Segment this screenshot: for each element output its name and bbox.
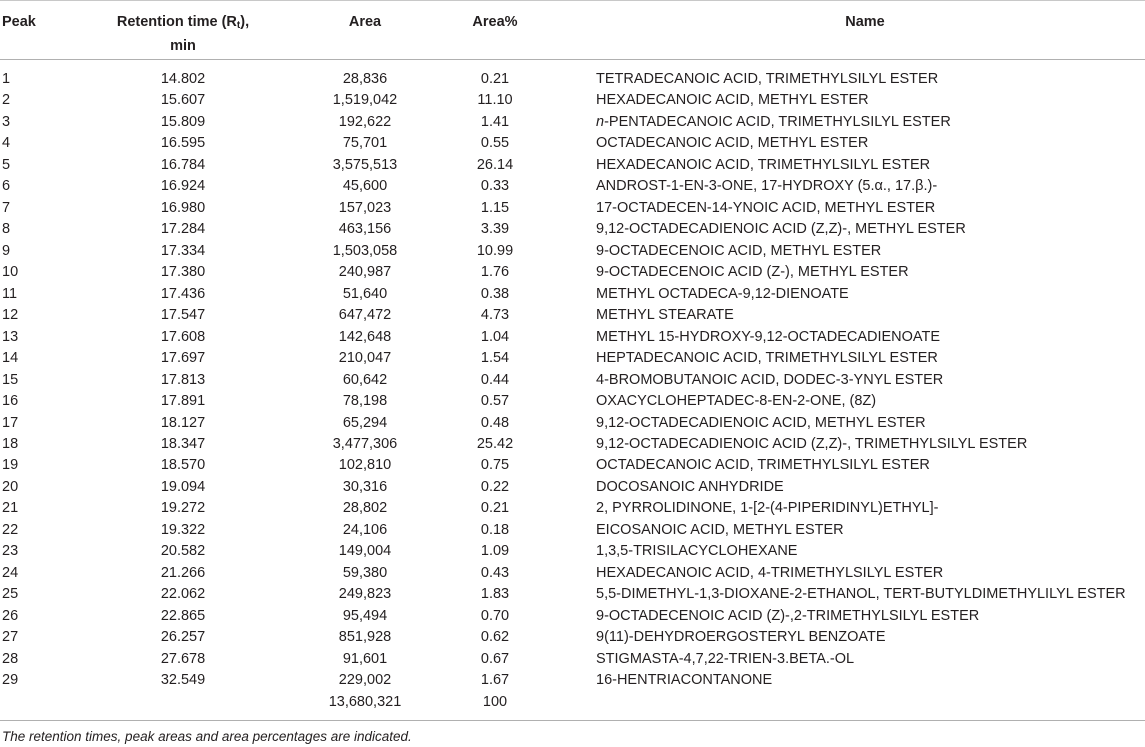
cell-peak: 5 xyxy=(2,156,11,173)
cell-name-text: -PENTADECANOIC ACID, TRIMETHYLSILYL ESTER xyxy=(604,113,951,130)
cell-area: 28,836 xyxy=(342,71,388,87)
cell-retention-time: 14.802 xyxy=(160,71,206,87)
cell-name: 9-OCTADECENOIC ACID (Z-), METHYL ESTER xyxy=(596,264,909,281)
cell-area-percent: 0.22 xyxy=(480,478,510,495)
cell-peak: 12 xyxy=(2,307,19,324)
table-top-rule xyxy=(0,0,1145,1)
cell-area: 24,106 xyxy=(342,521,388,538)
cell-area-percent: 0.67 xyxy=(480,650,510,667)
cell-retention-time: 17.547 xyxy=(160,307,206,324)
table-row xyxy=(0,327,1145,348)
header-rt-main: Retention time (R xyxy=(116,14,237,30)
cell-retention-time: 17.608 xyxy=(160,328,206,345)
table-row xyxy=(0,498,1145,519)
cell-name: METHYL STEARATE xyxy=(596,307,734,324)
cell-area: 142,648 xyxy=(338,328,392,345)
cell-area: 3,477,306 xyxy=(332,435,398,452)
header-area-percent: Area% xyxy=(472,14,518,30)
cell-retention-time: 17.284 xyxy=(160,221,206,238)
header-area: Area xyxy=(348,14,382,30)
cell-retention-time: 22.865 xyxy=(160,607,206,624)
cell-area: 210,047 xyxy=(338,350,392,367)
cell-area: 60,642 xyxy=(342,371,388,388)
cell-retention-time: 22.062 xyxy=(160,586,206,603)
cell-peak: 26 xyxy=(2,607,19,624)
cell-name: HEXADECANOIC ACID, TRIMETHYLSILYL ESTER xyxy=(596,156,931,173)
cell-name: STIGMASTA-4,7,22-TRIEN-3.BETA.-OL xyxy=(596,650,855,667)
cell-area-percent: 0.55 xyxy=(480,135,510,152)
header-rt-tail: ), xyxy=(240,14,250,30)
cell-area-percent: 4.73 xyxy=(480,307,510,324)
cell-area-percent: 0.75 xyxy=(480,457,510,474)
cell-area-percent: 1.15 xyxy=(480,199,510,216)
table-row xyxy=(0,391,1145,412)
cell-peak: 4 xyxy=(2,135,11,152)
cell-peak: 21 xyxy=(2,500,19,517)
cell-area: 78,198 xyxy=(342,393,388,410)
table-row xyxy=(0,69,1145,90)
cell-peak: 24 xyxy=(2,564,19,581)
cell-retention-time: 17.334 xyxy=(160,242,206,259)
cell-peak: 17 xyxy=(2,414,19,431)
cell-peak: 1 xyxy=(2,71,11,87)
cell-name: DOCOSANOIC ANHYDRIDE xyxy=(596,478,784,495)
cell-retention-time: 17.891 xyxy=(160,393,206,410)
cell-peak: 9 xyxy=(2,242,11,259)
table-row xyxy=(0,305,1145,326)
cell-name: METHYL OCTADECA-9,12-DIENOATE xyxy=(596,285,849,302)
header-retention-time xyxy=(98,12,268,57)
cell-retention-time: 19.272 xyxy=(160,500,206,517)
cell-name-prefix: n xyxy=(596,113,605,130)
cell-area: 95,494 xyxy=(342,607,388,624)
cell-area-percent: 1.83 xyxy=(480,586,510,603)
cell-area: 463,156 xyxy=(338,221,392,238)
table-row xyxy=(0,563,1145,584)
cell-area-percent: 1.09 xyxy=(480,543,510,560)
cell-area: 192,622 xyxy=(338,113,392,130)
table-row xyxy=(0,370,1145,391)
header-rt-subscript: t xyxy=(236,20,241,31)
cell-retention-time: 17.380 xyxy=(160,264,206,281)
table-row xyxy=(0,649,1145,670)
header-rule xyxy=(0,59,1145,60)
cell-area: 28,802 xyxy=(342,500,388,517)
cell-area: 51,640 xyxy=(342,285,388,302)
cell-area-percent: 0.18 xyxy=(480,521,510,538)
cell-area: 65,294 xyxy=(342,414,388,431)
cell-name: 9,12-OCTADECADIENOIC ACID (Z,Z)-, METHYL ESTER xyxy=(596,221,966,238)
cell-area: 249,823 xyxy=(338,586,392,603)
cell-retention-time: 17.436 xyxy=(160,285,206,302)
cell-retention-time: 18.127 xyxy=(160,414,206,431)
cell-area-percent: 1.41 xyxy=(480,113,510,130)
total-area: 13,680,321 xyxy=(328,693,402,710)
cell-retention-time: 17.813 xyxy=(160,371,206,388)
cell-retention-time: 18.347 xyxy=(160,435,206,452)
cell-area: 1,519,042 xyxy=(332,92,398,109)
cell-peak: 25 xyxy=(2,586,19,603)
cell-area: 3,575,513 xyxy=(332,156,398,173)
cell-area: 229,002 xyxy=(338,672,392,689)
cell-area: 1,503,058 xyxy=(332,242,398,259)
table-row xyxy=(0,348,1145,369)
cell-name: HEXADECANOIC ACID, 4-TRIMETHYLSILYL ESTER xyxy=(596,564,944,581)
cell-area: 157,023 xyxy=(338,199,392,216)
cell-name: 17-OCTADECEN-14-YNOIC ACID, METHYL ESTER xyxy=(596,199,936,216)
header-rt-unit: min xyxy=(170,38,196,54)
cell-area-percent: 0.33 xyxy=(480,178,510,195)
cell-peak: 15 xyxy=(2,371,19,388)
cell-name: OCTADECANOIC ACID, METHYL ESTER xyxy=(596,135,869,152)
cell-peak: 3 xyxy=(2,113,11,130)
table-row xyxy=(0,434,1145,455)
cell-retention-time: 15.809 xyxy=(160,113,206,130)
cell-name: 16-HENTRIACONTANONE xyxy=(596,672,773,689)
cell-area: 647,472 xyxy=(338,307,392,324)
cell-area: 45,600 xyxy=(342,178,388,195)
header-peak: Peak xyxy=(2,14,36,30)
table-bottom-rule xyxy=(0,720,1145,721)
cell-peak: 10 xyxy=(2,264,19,281)
cell-name: 9-OCTADECENOIC ACID, METHYL ESTER xyxy=(596,242,882,259)
table-row xyxy=(0,455,1145,476)
cell-area-percent: 0.43 xyxy=(480,564,510,581)
cell-name: OCTADECANOIC ACID, TRIMETHYLSILYL ESTER xyxy=(596,457,930,474)
cell-name: 4-BROMOBUTANOIC ACID, DODEC-3-YNYL ESTER xyxy=(596,371,944,388)
cell-name: EICOSANOIC ACID, METHYL ESTER xyxy=(596,521,844,538)
header-name: Name xyxy=(845,14,885,30)
cell-area: 149,004 xyxy=(338,543,392,560)
cell-retention-time: 17.697 xyxy=(160,350,206,367)
cell-area-percent: 1.67 xyxy=(480,672,510,689)
cell-peak: 11 xyxy=(2,285,18,302)
cell-peak: 14 xyxy=(2,350,19,367)
cell-retention-time: 21.266 xyxy=(160,564,206,581)
cell-peak: 20 xyxy=(2,478,19,495)
cell-name: 1,3,5-TRISILACYCLOHEXANE xyxy=(596,543,798,560)
cell-area-percent: 0.21 xyxy=(480,71,510,87)
cell-name: TETRADECANOIC ACID, TRIMETHYLSILYL ESTER xyxy=(596,71,939,87)
cell-name: 9-OCTADECENOIC ACID (Z)-,2-TRIMETHYLSILYL ESTER xyxy=(596,607,980,624)
cell-peak: 27 xyxy=(2,629,19,646)
cell-name: HEPTADECANOIC ACID, TRIMETHYLSILYL ESTER xyxy=(596,350,938,367)
cell-retention-time: 20.582 xyxy=(160,543,206,560)
cell-area: 240,987 xyxy=(338,264,392,281)
cell-area-percent: 25.42 xyxy=(476,435,514,452)
cell-retention-time: 16.980 xyxy=(160,199,206,216)
cell-retention-time: 15.607 xyxy=(160,92,206,109)
cell-name: 9,12-OCTADECADIENOIC ACID (Z,Z)-, TRIMETHYLSILYL ESTER xyxy=(596,435,1028,452)
cell-name: ANDROST-1-EN-3-ONE, 17-HYDROXY (5.α., 17.β.)- xyxy=(596,178,938,195)
table-row xyxy=(0,670,1145,691)
table-row xyxy=(0,176,1145,197)
cell-name: 5,5-DIMETHYL-1,3-DIOXANE-2-ETHANOL, TERT-BUTYLDIMETHYLILYL ESTER xyxy=(596,586,1126,603)
table-row xyxy=(0,219,1145,240)
cell-area-percent: 1.76 xyxy=(480,264,510,281)
cell-peak: 16 xyxy=(2,393,19,410)
cell-area: 59,380 xyxy=(342,564,388,581)
cell-peak: 28 xyxy=(2,650,19,667)
cell-retention-time: 32.549 xyxy=(160,672,206,689)
cell-area-percent: 1.04 xyxy=(480,328,510,345)
cell-area-percent: 11.10 xyxy=(477,92,513,109)
cell-peak: 18 xyxy=(2,435,19,452)
cell-retention-time: 27.678 xyxy=(160,650,206,667)
total-row xyxy=(0,692,1145,713)
cell-peak: 22 xyxy=(2,521,19,538)
cell-name xyxy=(596,112,951,133)
cell-name: HEXADECANOIC ACID, METHYL ESTER xyxy=(596,92,869,109)
cell-peak: 23 xyxy=(2,543,19,560)
cell-retention-time: 16.784 xyxy=(160,156,206,173)
table-row xyxy=(0,413,1145,434)
cell-name: 9(11)-DEHYDROERGOSTERYL BENZOATE xyxy=(596,629,886,646)
table-row xyxy=(0,241,1145,262)
cell-peak: 29 xyxy=(2,672,19,689)
cell-area-percent: 0.57 xyxy=(480,393,510,410)
table-row xyxy=(0,520,1145,541)
cell-name: 9,12-OCTADECADIENOIC ACID, METHYL ESTER xyxy=(596,414,926,431)
cell-area-percent: 0.70 xyxy=(480,607,510,624)
table-row xyxy=(0,198,1145,219)
cell-retention-time: 18.570 xyxy=(160,457,206,474)
cell-area-percent: 0.38 xyxy=(480,285,510,302)
table-row xyxy=(0,112,1145,133)
cell-peak: 8 xyxy=(2,221,11,238)
cell-area-percent: 0.44 xyxy=(480,371,510,388)
table-row xyxy=(0,477,1145,498)
total-area-percent: 100 xyxy=(482,693,508,710)
table-row xyxy=(0,541,1145,562)
cell-retention-time: 19.094 xyxy=(160,478,206,495)
table-body xyxy=(0,69,1145,713)
cell-area: 91,601 xyxy=(342,650,388,667)
cell-area-percent: 0.21 xyxy=(480,500,510,517)
table-row xyxy=(0,155,1145,176)
table-row xyxy=(0,133,1145,154)
cell-area-percent: 10.99 xyxy=(476,242,514,259)
cell-retention-time: 19.322 xyxy=(160,521,206,538)
cell-area-percent: 0.48 xyxy=(480,414,510,431)
table-footnote: The retention times, peak areas and area percentages are indicated. xyxy=(2,729,412,744)
cell-peak: 2 xyxy=(2,92,11,109)
cell-name: 2, PYRROLIDINONE, 1-[2-(4-PIPERIDINYL)ETHYL]- xyxy=(596,500,939,517)
cell-peak: 19 xyxy=(2,457,19,474)
cell-area-percent: 3.39 xyxy=(480,221,510,238)
table-row xyxy=(0,90,1145,111)
table-row xyxy=(0,262,1145,283)
table-row xyxy=(0,584,1145,605)
cell-area-percent: 1.54 xyxy=(480,350,510,367)
cell-name: METHYL 15-HYDROXY-9,12-OCTADECADIENOATE xyxy=(596,328,941,345)
cell-peak: 13 xyxy=(2,328,19,345)
table-row xyxy=(0,627,1145,648)
cell-area: 30,316 xyxy=(342,478,388,495)
cell-name: OXACYCLOHEPTADEC-8-EN-2-ONE, (8Z) xyxy=(596,393,877,410)
cell-area: 75,701 xyxy=(342,135,388,152)
cell-area-percent: 0.62 xyxy=(480,629,510,646)
cell-area: 851,928 xyxy=(338,629,392,646)
cell-area-percent: 26.14 xyxy=(476,156,514,173)
cell-peak: 6 xyxy=(2,178,11,195)
cell-retention-time: 16.595 xyxy=(160,135,206,152)
cell-retention-time: 16.924 xyxy=(160,178,206,195)
cell-retention-time: 26.257 xyxy=(160,629,206,646)
table-row xyxy=(0,606,1145,627)
cell-area: 102,810 xyxy=(338,457,392,474)
cell-peak: 7 xyxy=(2,199,11,216)
table-row xyxy=(0,284,1145,305)
